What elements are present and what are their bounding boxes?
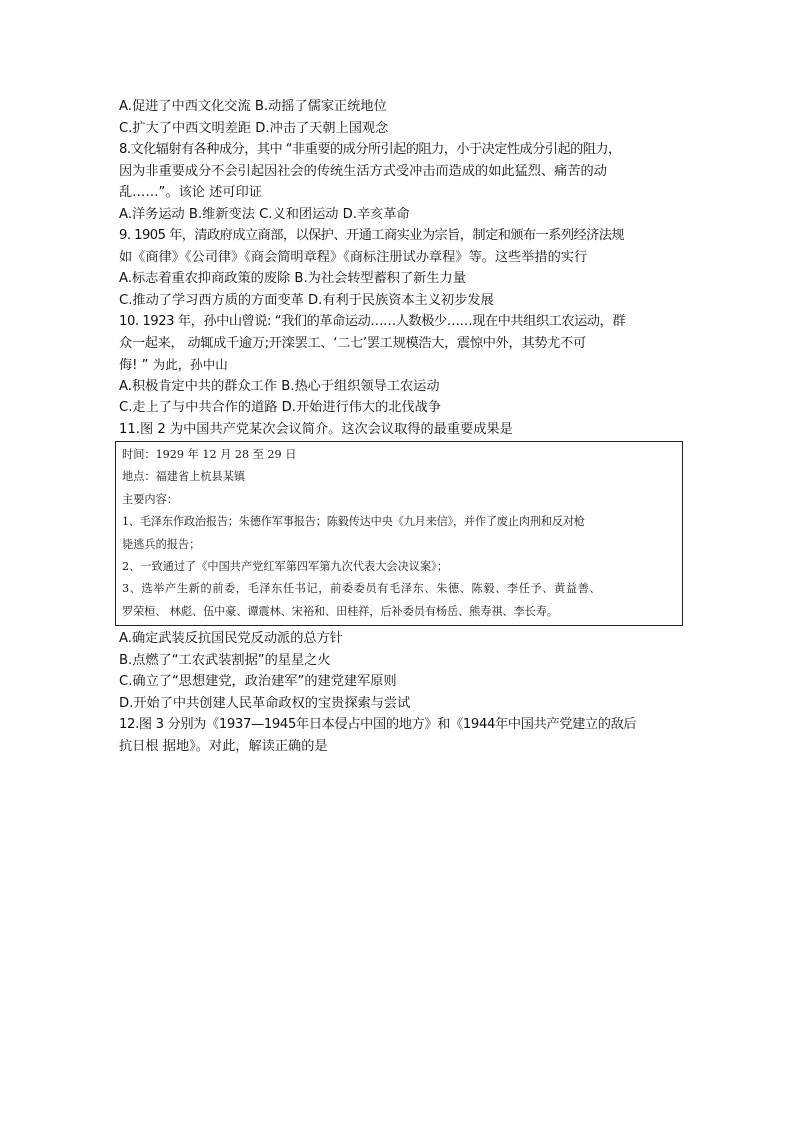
q11-option-c: C.确立了“思想建党，政治建军”的建党建军原则	[119, 674, 397, 690]
q12-stem-line-2: 抗日根 据地》。对此，解读正确的是	[119, 738, 328, 754]
meeting-item-1-cont: 毙逃兵的报告；	[122, 537, 201, 551]
question-flow	[119, 96, 681, 757]
q9-options-line-2: C.推动了学习西方质的方面变革 D.有利于民族资本主义初步发展	[119, 292, 494, 308]
meeting-time: 时间：1929 年 12 月 28 至 29 日	[122, 448, 297, 461]
q9-stem-line-1: 9. 1905 年，清政府成立商部，以保护、开通工商实业为宗旨，制定和颁布一系列经济法规	[119, 228, 625, 243]
q11-option-b: B.点燃了“工农武装割据”的星星之火	[119, 652, 331, 668]
meeting-item-2: 2、一致通过了《中国共产党红军第四军第九次代表大会决议案》；	[122, 559, 448, 573]
q11-stem: 11.图 2 为中国共产党某次会议简介。这次会议取得的最重要成果是	[119, 421, 513, 437]
q10-stem-line-1: 10. 1923 年，孙中山曾说: “我们的革命运动……人数极少……现在中共组织工农运动，群	[119, 314, 626, 329]
q11-option-d: D.开始了中共创建人民革命政权的宝贵探索与尝试	[119, 695, 411, 711]
q8-stem-line-2: 因为非重要成分不会引起因社会的传统生活方式受冲击而造成的如此猛烈、痛苦的动	[119, 163, 607, 179]
q8-stem-line-3: 乱……”。该论 述可印证	[119, 185, 262, 200]
q9-stem-line-2: 如《商律》《公司律》《商会简明章程》《商标注册试办章程》等。这些举措的实行	[119, 249, 588, 265]
q7-options-line-2: C.扩大了中西文明差距 D.冲击了天朝上国观念	[119, 120, 389, 136]
meeting-content-heading: 主要内容：	[122, 492, 178, 506]
meeting-item-3-cont: 罗荣桓、 林彪、伍中豪、谭震林、宋裕和、田桂祥，后补委员有杨岳、熊寿祺、李长寿。	[122, 604, 558, 618]
q10-stem-line-3-main: 侮! ”	[119, 358, 149, 373]
meeting-item-1: 1、毛泽东作政治报告；朱德作军事报告；陈毅传达中央《九月来信》，并作了废止肉刑和反对枪	[122, 515, 585, 529]
q10-options-line-1: A.积极肯定中共的群众工作 B.热心于组织领导工农运动	[119, 378, 440, 394]
meeting-place: 地点：福建省上杭县某镇	[122, 470, 246, 484]
q8-stem-line-1: 8.文化辐射有各种成分，其中 “非重要的成分所引起的阻力，小于决定性成分引起的阻力，	[119, 142, 621, 157]
q10-stem-line-3	[119, 354, 681, 376]
q11-option-a: A.确定武装反抗国民党反动派的总方针	[119, 631, 343, 647]
meeting-info-box	[115, 441, 683, 626]
q10-stem-line-3-tail: 为此，孙中山	[152, 357, 228, 372]
meeting-item-3: 3、选举产生新的前委，毛泽东任书记，前委委员有毛泽东、朱德、陈毅、李任予、黄益善、	[122, 582, 602, 596]
q10-stem-line-2: 众一起来， 动辄成千逾万;开滦罢工、‘二七’罢工规模浩大，震惊中外，其势尤不可	[119, 335, 586, 351]
q12-stem-line-1: 12.图 3 分别为《1937—1945年日本侵占中国的地方》和《1944年中国共产党建立的敌后	[119, 717, 637, 733]
q10-options-line-2: C.走上了与中共合作的道路 D.开始进行伟大的北伐战争	[119, 400, 442, 415]
q7-options-line-1: A.促进了中西文化交流 B.动摇了儒家正统地位	[119, 99, 387, 114]
q9-options-line-1: A.标志着重农抑商政策的废除 B.为社会转型蓄积了新生力量	[119, 271, 466, 286]
q8-options: A.洋务运动 B.维新变法 C.义和团运动 D.辛亥革命	[119, 206, 410, 222]
